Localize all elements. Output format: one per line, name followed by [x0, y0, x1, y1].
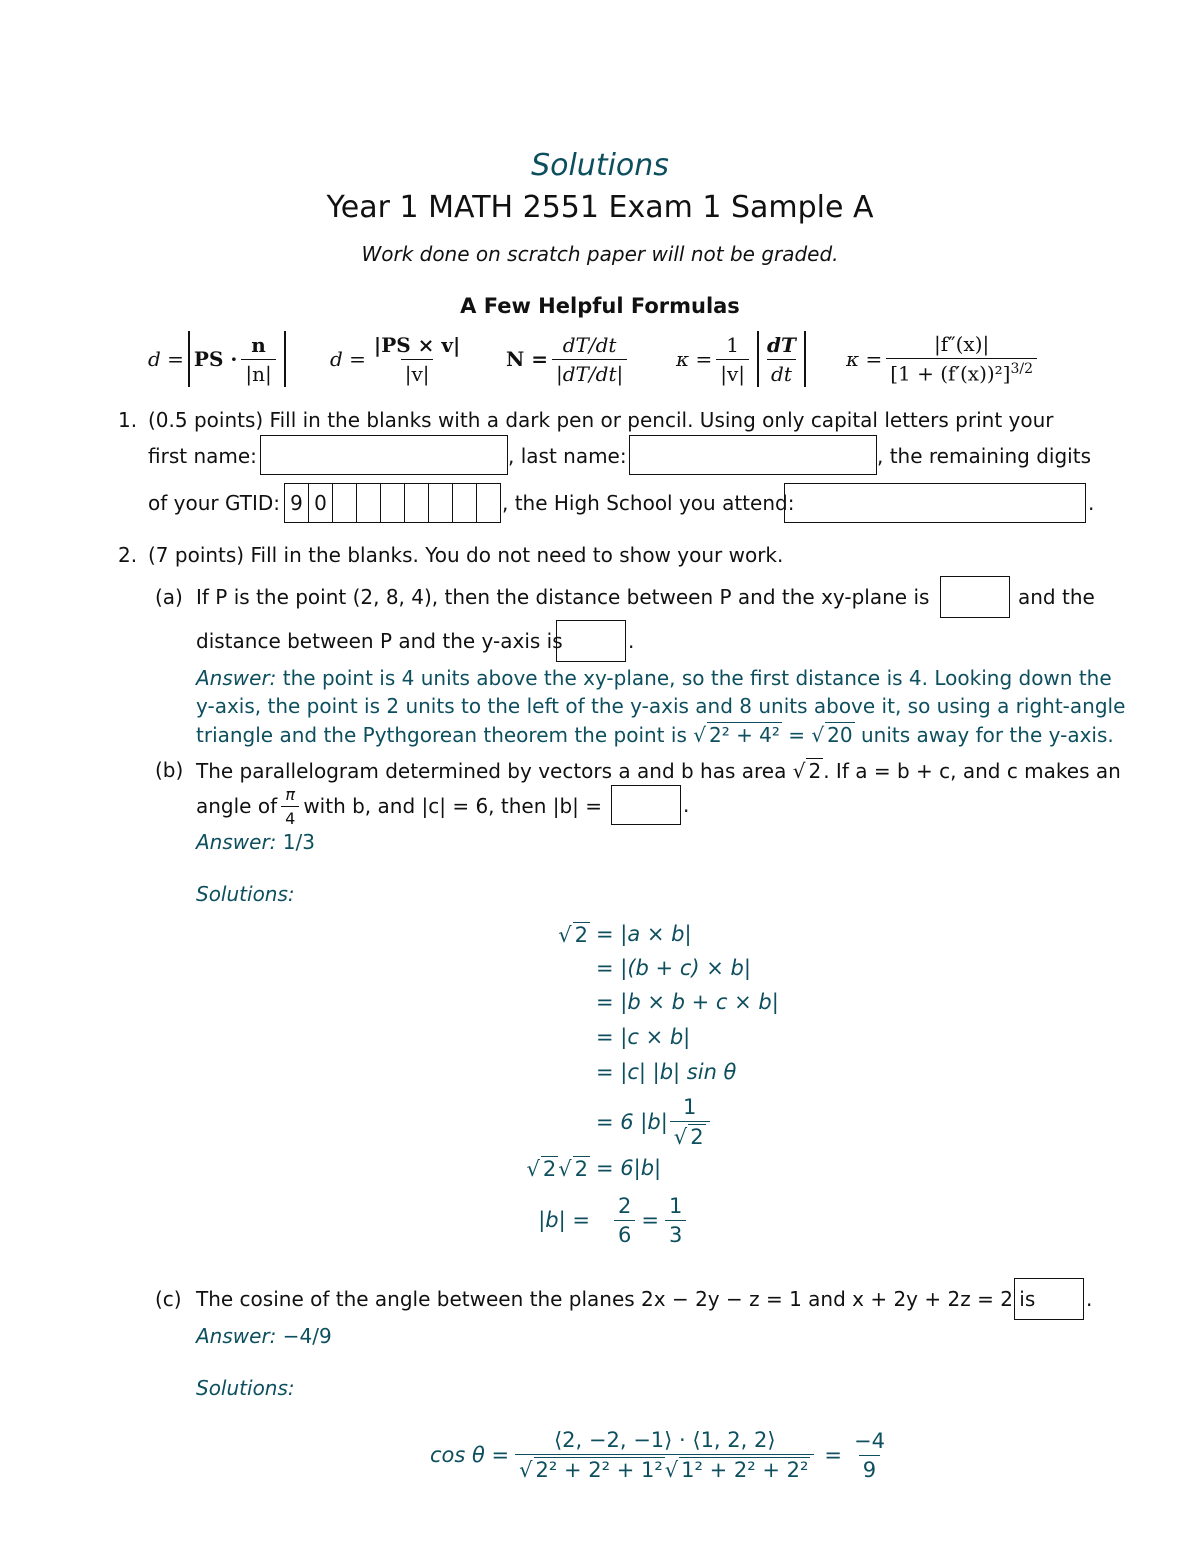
formula-lhs: d = — [330, 347, 366, 371]
fraction-numerator: ⟨2, −2, −1⟩ · ⟨1, 2, 2⟩ — [553, 1428, 776, 1452]
fraction-denominator — [515, 1454, 814, 1482]
q2c-label: (c) — [155, 1287, 182, 1311]
formulas-heading: A Few Helpful Formulas — [460, 294, 740, 318]
q2b-solutions-label: Solutions: — [196, 882, 295, 906]
formula-lhs: N = — [506, 347, 549, 371]
q2a-line1: If P is the point (2, 8, 4), then the distance between P and the xy-plane is — [196, 585, 930, 609]
answer-text: the point is 4 units above the xy-plane, so the first distance is 4. Looking down the — [276, 666, 1112, 690]
gtid-digit-box[interactable] — [476, 483, 501, 523]
derivation-row — [0, 1092, 1200, 1152]
fraction-numerator: n — [251, 332, 266, 357]
q2-text: (7 points) Fill in the blanks. You do not need to show your work. — [148, 543, 784, 567]
derivation-rhs: = 6|b| — [596, 1156, 662, 1180]
gtid-digit-box[interactable] — [404, 483, 429, 523]
derivation-row — [0, 1190, 1200, 1250]
q1-number: 1. — [118, 408, 138, 432]
exam-subtitle: Work done on scratch paper will not be graded. — [361, 242, 839, 266]
gtid-digit-box[interactable] — [356, 483, 381, 523]
fraction-denominator: 6 — [614, 1220, 635, 1247]
sqrt-icon: √ — [792, 759, 806, 783]
q2b-answer — [196, 830, 315, 854]
sqrt-content: 2 — [808, 759, 822, 783]
gtid-digit-box[interactable] — [380, 483, 405, 523]
remaining-digits-label: , the remaining digits — [877, 444, 1092, 468]
formula-fraction — [886, 332, 1037, 386]
q2b-line2 — [196, 784, 603, 828]
sqrt-icon: √ — [664, 1458, 679, 1482]
sqrt-content: 20 — [827, 723, 853, 747]
q2a-answer-line3 — [196, 722, 1114, 747]
derivation-row — [0, 956, 1200, 986]
sqrt-content: 2 — [542, 1157, 557, 1181]
q2a-period: . — [628, 629, 635, 653]
derivation-rhs: = |c| |b| sin θ — [596, 1060, 737, 1084]
answer-label: Answer: — [196, 1324, 277, 1348]
fraction-denominator: |dT/dt| — [552, 359, 627, 386]
fraction-exponent: 3/2 — [1010, 361, 1034, 378]
q2b-text: The parallelogram determined by vectors a and b has area — [196, 759, 787, 783]
fraction-denominator — [886, 358, 1037, 386]
derivation-rhs: = |c × b| — [596, 1025, 691, 1049]
q2c-answer — [196, 1324, 332, 1348]
equals: = — [788, 723, 806, 747]
fraction-denominator: 3 — [665, 1220, 686, 1247]
q2c-period: . — [1086, 1287, 1093, 1311]
gtid-label: of your GTID: — [148, 491, 281, 515]
q2c-line1: The cosine of the angle between the planes 2x − 2y − z = 1 and x + 2y + 2z = 2 is — [196, 1287, 1036, 1311]
q1-period: . — [1088, 491, 1095, 515]
sqrt-content: 1² + 2² + 2² — [681, 1458, 809, 1482]
q2a-and-the: and the — [1018, 585, 1095, 609]
fraction-denominator: |v| — [716, 359, 749, 386]
abs-bar — [284, 331, 286, 387]
derivation-lhs: |b| = — [538, 1208, 590, 1232]
formula-fraction — [716, 333, 749, 386]
derivation-row — [0, 1156, 1200, 1186]
formula-distance-plane — [148, 326, 290, 392]
fraction-numerator: dT/dt — [562, 332, 617, 357]
derivation-row — [0, 1025, 1200, 1055]
derivation-lhs — [526, 1156, 590, 1181]
gtid-digit-box[interactable] — [332, 483, 357, 523]
derivation-fraction — [665, 1194, 686, 1247]
q2a-answer-box-1[interactable] — [940, 576, 1010, 618]
q1-text: (0.5 points) Fill in the blanks with a dark pen or pencil. Using only capital letters print your — [148, 408, 1054, 432]
exam-title: Year 1 MATH 2551 Exam 1 Sample A — [326, 190, 874, 225]
fraction-denominator: 4 — [281, 806, 299, 828]
sqrt-icon: √ — [673, 1125, 688, 1149]
first-name-label: first name: — [148, 444, 257, 468]
formula-lhs: κ = — [676, 347, 713, 371]
fraction-denominator: |n| — [241, 359, 275, 386]
q2a-line2: distance between P and the y-axis is — [196, 629, 563, 653]
fraction-numerator: 1 — [668, 1193, 683, 1218]
fraction-denominator: 9 — [859, 1455, 880, 1482]
formula-normal — [506, 326, 631, 392]
abs-bar — [804, 331, 806, 387]
sqrt-icon: √ — [558, 923, 572, 947]
sqrt-icon: √ — [693, 723, 706, 747]
q2b-line1 — [196, 758, 1121, 783]
solutions-heading: Solutions — [531, 148, 669, 183]
sqrt-icon: √ — [526, 1157, 540, 1181]
derivation-row — [0, 922, 1200, 952]
derivation-row — [0, 1060, 1200, 1090]
formula-lhs: κ = — [846, 347, 883, 371]
fraction-numerator: |f″(x)| — [934, 332, 990, 357]
q2b-answer-box[interactable] — [611, 785, 681, 825]
fraction-denominator — [670, 1121, 710, 1149]
answer-text: triangle and the Pythgorean theorem the point is — [196, 723, 687, 747]
q2b-text: with b, and |c| = 6, then |b| = — [303, 794, 603, 818]
fraction-denominator: |v| — [401, 359, 434, 386]
sqrt-content: 2² + 2² + 1² — [535, 1458, 663, 1482]
formula-fraction — [552, 333, 627, 386]
derivation-fraction — [670, 1095, 710, 1149]
sqrt-content: 2 — [574, 923, 588, 947]
q2a-answer-box-2[interactable] — [556, 620, 626, 662]
high-school-label: , the High School you attend: — [502, 491, 795, 515]
derivation-rhs: = |a × b| — [596, 922, 692, 946]
gtid-digit-box[interactable]: 9 — [284, 483, 309, 523]
derivation-lhs — [558, 922, 590, 947]
formula-distance-line — [330, 326, 468, 392]
formula-fraction — [370, 333, 464, 386]
high-school-field[interactable] — [784, 483, 1086, 523]
formula-fraction — [763, 333, 800, 386]
sqrt-icon: √ — [519, 1458, 533, 1482]
equals: = — [641, 1208, 659, 1232]
formula-fraction — [241, 333, 275, 386]
q2b-text: angle of — [196, 794, 278, 818]
q2c-solutions-label: Solutions: — [196, 1376, 295, 1400]
answer-value: −4/9 — [276, 1324, 332, 1348]
last-name-field[interactable] — [629, 435, 877, 475]
sqrt-content: 2 — [690, 1125, 704, 1149]
cosine-result-fraction — [850, 1429, 889, 1482]
gtid-digit-box[interactable]: 0 — [308, 483, 333, 523]
sqrt-icon: √ — [811, 723, 825, 747]
derivation-rhs — [612, 1190, 688, 1250]
q2a-answer-line2: y-axis, the point is 2 units to the left of the y-axis and 8 units above it, so using a right-angle — [196, 694, 1126, 718]
derivation-fraction — [614, 1194, 635, 1247]
q2a-label: (a) — [155, 585, 183, 609]
answer-text: units away for the y-axis. — [860, 723, 1114, 747]
cosine-lhs: cos θ = — [430, 1443, 510, 1467]
q2a-answer-line1 — [196, 666, 1112, 690]
sqrt-content: 2² + 4² — [708, 723, 780, 747]
answer-label: Answer: — [196, 830, 277, 854]
abs-bar — [757, 331, 759, 387]
derivation-row — [0, 990, 1200, 1020]
derivation-rhs: = |(b + c) × b| — [596, 956, 751, 980]
abs-bar — [188, 331, 190, 387]
formula-curvature-1 — [676, 326, 810, 392]
answer-label: Answer: — [196, 666, 277, 690]
sqrt-icon: √ — [558, 1157, 572, 1181]
q2b-period: . — [683, 793, 690, 817]
formula-lhs: d = — [148, 347, 184, 371]
fraction-numerator: dT — [767, 332, 796, 357]
fraction-numerator: 1 — [682, 1095, 697, 1119]
q2b-label: (b) — [155, 758, 184, 782]
cosine-fraction — [515, 1428, 814, 1482]
fraction-numerator: −4 — [854, 1428, 885, 1453]
formula-curvature-2 — [846, 326, 1041, 392]
fraction-denominator-base: [1 + (f′(x))²] — [890, 361, 1011, 386]
derivation-rhs: = |b × b + c × b| — [596, 990, 779, 1014]
derivation-rhs — [596, 1092, 712, 1152]
last-name-label: , last name: — [508, 444, 627, 468]
sqrt-content: 2 — [574, 1157, 588, 1181]
formula-ps: PS · — [193, 347, 238, 371]
gtid-digit-box[interactable] — [452, 483, 477, 523]
q2c-answer-box[interactable] — [1014, 1278, 1084, 1320]
answer-value: 1/3 — [276, 830, 315, 854]
fraction-numerator: π — [285, 784, 296, 804]
first-name-field[interactable] — [260, 435, 508, 475]
pi-over-4-fraction — [281, 785, 299, 828]
gtid-digit-box[interactable] — [428, 483, 453, 523]
derivation-text: = 6 |b| — [596, 1110, 668, 1134]
equals: = — [824, 1443, 842, 1467]
q2-number: 2. — [118, 543, 138, 567]
q2c-cosine-equation — [430, 1420, 893, 1490]
fraction-numerator: |PS × v| — [373, 332, 461, 357]
q2b-text: . If a = b + c, and c makes an — [823, 759, 1121, 783]
fraction-numerator: 1 — [726, 332, 739, 357]
fraction-numerator: 2 — [618, 1193, 632, 1218]
fraction-denominator: dt — [767, 359, 796, 386]
